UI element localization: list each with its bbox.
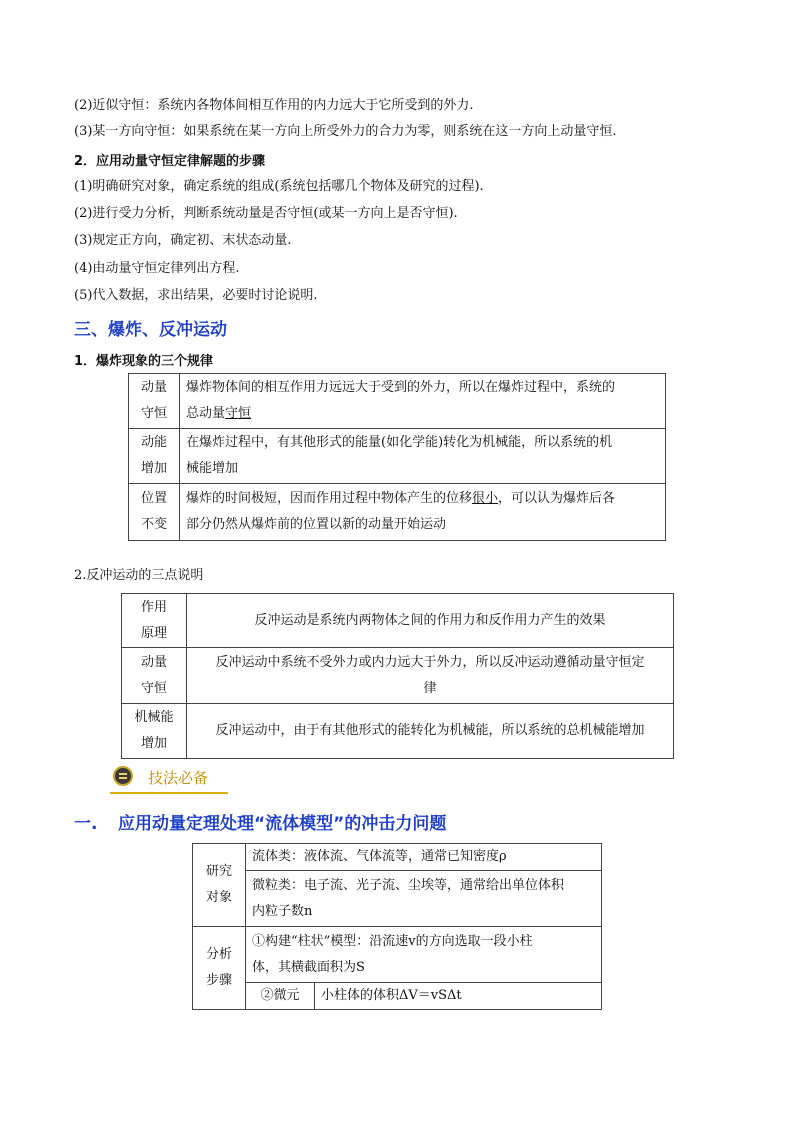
step-item: (1)明确研究对象，确定系统的组成(系统包括哪几个物体及研究的过程). (74, 179, 484, 194)
label-line: 分析 (205, 947, 232, 962)
row-label (122, 648, 187, 704)
underlined-text: 守恒 (225, 406, 252, 421)
badge-underline (110, 792, 228, 794)
steps-heading: 2．应用动量守恒定律解题的步骤 (74, 154, 266, 169)
row-content (180, 374, 666, 429)
label-line: 守恒 (140, 406, 167, 421)
content-line: 内粒子数n (252, 903, 313, 919)
label-line: 动量 (140, 380, 167, 395)
table-row (129, 429, 666, 484)
step-item: (2)进行受力分析，判断系统动量是否守恒(或某一方向上是否守恒). (74, 206, 458, 221)
step2-cell: 小柱体的体积ΔV＝vSΔt (315, 983, 602, 1010)
book-icon (113, 766, 133, 786)
content-line: 流体类：液体流、气体流等，通常已知密度ρ (252, 849, 507, 864)
content-line: 微粒类：电子流、光子流、尘埃等，通常给出单位体积 (252, 877, 565, 893)
label-line: 原理 (140, 625, 167, 641)
label-line: 作用 (140, 599, 167, 615)
content-line: 在爆炸过程中，有其他形式的能量(如化学能)转化为机械能，所以系统的机 (186, 435, 613, 450)
subject-label (193, 844, 246, 927)
content-line: 反冲运动是系统内两物体之间的作用力和反作用力产生的效果 (254, 612, 606, 628)
row-label (122, 704, 187, 759)
step1-cell (246, 927, 602, 983)
label-line: 对象 (205, 890, 232, 905)
step-item: (3)规定正方向，确定初、末状态动量. (74, 233, 292, 248)
label-line: 研究 (205, 864, 232, 879)
text-span: ，可以认为爆炸后各 (498, 491, 616, 506)
label-line: 守恒 (140, 680, 167, 696)
explosion-heading: 1．爆炸现象的三个规律 (74, 354, 214, 369)
row-label (129, 484, 180, 541)
row-label (129, 374, 180, 429)
label-line: 动能 (140, 435, 167, 450)
section-3-title: 三、爆炸、反冲运动 (74, 320, 227, 340)
table-row (129, 484, 666, 541)
explosion-table (128, 373, 666, 541)
table-row (193, 844, 602, 871)
table-row (122, 594, 674, 648)
section-1-title: 应用动量定理处理“流体模型”的冲击力问题 (118, 814, 447, 834)
content-line: ①构建“柱状”模型：沿流速v的方向选取一段小柱 (252, 933, 533, 949)
recoil-table (121, 593, 674, 759)
row-label (122, 594, 187, 648)
table-row (122, 704, 674, 759)
content-line: 反冲运动中，由于有其他形式的能转化为机械能，所以系统的总机械能增加 (215, 723, 645, 738)
section-1-number: 一. (74, 814, 98, 834)
row-content (187, 704, 674, 759)
label-line: 机械能 (134, 710, 174, 725)
step-item: (4)由动量守恒定律列出方程. (74, 261, 240, 276)
label-line: 步骤 (205, 973, 232, 988)
fluid-type-cell (246, 844, 602, 871)
content-line: 律 (423, 680, 437, 696)
content-line: 反冲运动中系统不受外力或内力远大于外力，所以反冲运动遵循动量守恒定 (215, 654, 645, 670)
underlined-text: 很小 (472, 491, 499, 506)
intro-line-2: (2)近似守恒：系统内各物体间相互作用的内力远大于它所受到的外力. (74, 98, 474, 113)
table-row (129, 374, 666, 429)
content-line (186, 401, 661, 427)
row-content (187, 648, 674, 704)
label-line: 增加 (140, 736, 167, 751)
table-row (193, 871, 602, 927)
table-row (122, 648, 674, 704)
analysis-label (193, 927, 246, 1010)
step2-label: ②微元 (246, 983, 315, 1010)
content-line (186, 486, 661, 512)
text-span: 总动量 (186, 406, 226, 421)
row-content (187, 594, 674, 648)
particle-type-cell (246, 871, 602, 927)
content-line: 部分仍然从爆炸前的位置以新的动量开始运动 (186, 517, 447, 532)
row-content (180, 429, 666, 484)
table-row (193, 983, 602, 1010)
row-label (129, 429, 180, 484)
fluid-model-table (192, 843, 602, 1010)
label-line: 不变 (140, 517, 167, 532)
skills-badge-label: 技法必备 (148, 769, 209, 787)
content-line: 爆炸物体间的相互作用力远远大于受到的外力，所以在爆炸过程中，系统的 (186, 380, 616, 395)
label-line: 动量 (140, 654, 167, 670)
text-span: 爆炸的时间极短，因而作用过程中物体产生的位移 (186, 491, 473, 506)
content-line: 械能增加 (186, 461, 239, 476)
row-content (180, 484, 666, 541)
step-item: (5)代入数据，求出结果，必要时讨论说明. (74, 288, 318, 303)
label-line: 增加 (140, 461, 167, 476)
intro-line-3: (3)某一方向守恒：如果系统在某一方向上所受外力的合力为零，则系统在这一方向上动量守恒. (74, 124, 617, 139)
table-row (193, 927, 602, 983)
content-line: 体，其横截面积为S (252, 959, 365, 975)
label-line: 位置 (140, 491, 167, 506)
recoil-heading: 2.反冲运动的三点说明 (74, 568, 204, 583)
